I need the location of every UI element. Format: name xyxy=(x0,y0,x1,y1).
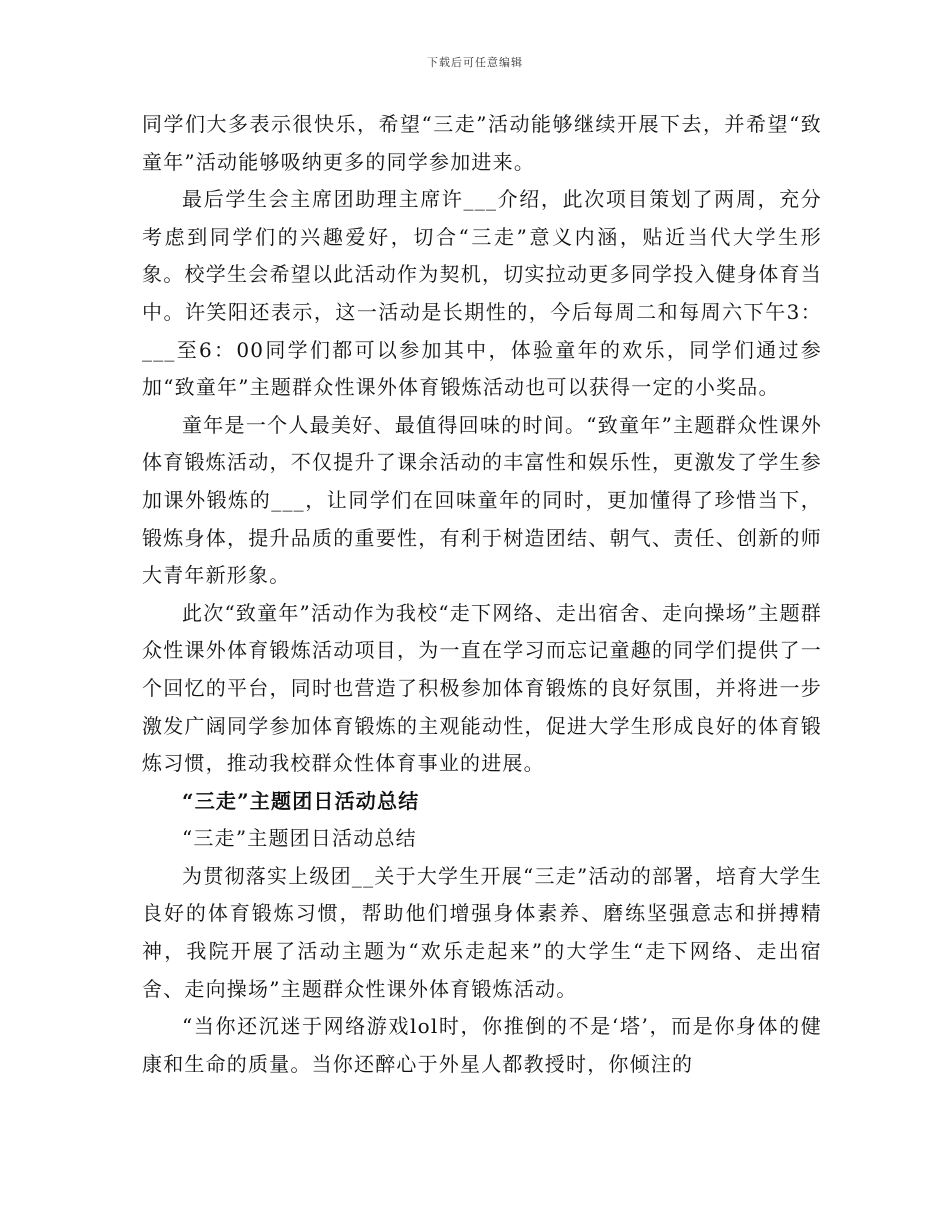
paragraph: 最后学生会主席团助理主席许___介绍，此次项目策划了两周，充分考虑到同学们的兴趣爱好，切合“三走”意义内涵，贴近当代大学生形象。校学生会希望以此活动作为契机，切实拉动更多同学投入健身体育当中。许笑阳还表示，这一活动是长期性的，今后每周二和每周六下午3：___至6：00同学们都可以参加其中，体验童年的欢乐，同学们通过参加“致童年”主题群众性课外体育锻炼活动也可以获得一定的小奖品。 xyxy=(142,187,822,400)
page-header: 下载后可任意编辑 xyxy=(427,56,523,69)
paragraph: 童年是一个人最美好、最值得回味的时间。“致童年”主题群众性课外体育锻炼活动，不仅提升了课余活动的丰富性和娱乐性，更激发了学生参加课外锻炼的___，让同学们在回味童年的同时，更加懂得了珍惜当下，锻炼身体，提升品质的重要性，有利于树造团结、朝气、责任、创新的师大青年新形象。 xyxy=(142,412,822,588)
section-subtitle: “三走”主题团日活动总结 xyxy=(182,826,417,851)
document-body xyxy=(142,106,822,1083)
paragraph-continued: 同学们大多表示很快乐，希望“三走”活动能够继续开展下去，并希望“致童年”活动能够吸纳更多的同学参加进来。 xyxy=(142,112,822,174)
section-heading: “三走”主题团日活动总结 xyxy=(182,788,420,813)
paragraph: “当你还沉迷于网络游戏lol时，你推倒的不是‘塔’，而是你身体的健康和生命的质量。当你还醉心于外星人都教授时，你倾注的 xyxy=(142,1014,822,1076)
paragraph: 此次“致童年”活动作为我校“走下网络、走出宿舍、走向操场”主题群众性课外体育锻炼活动项目，为一直在学习而忘记童趣的同学们提供了一个回忆的平台，同时也营造了积极参加体育锻炼的良好氛围，并将进一步激发广阔同学参加体育锻炼的主观能动性，促进大学生形成良好的体育锻炼习惯，推动我校群众性体育事业的进展。 xyxy=(142,600,822,776)
paragraph: 为贯彻落实上级团__关于大学生开展“三走”活动的部署，培育大学生良好的体育锻炼习惯，帮助他们增强身体素养、磨练坚强意志和拼搏精神，我院开展了活动主题为“欢乐走起来”的大学生“走下网络、走出宿舍、走向操场”主题群众性课外体育锻炼活动。 xyxy=(142,863,822,1001)
